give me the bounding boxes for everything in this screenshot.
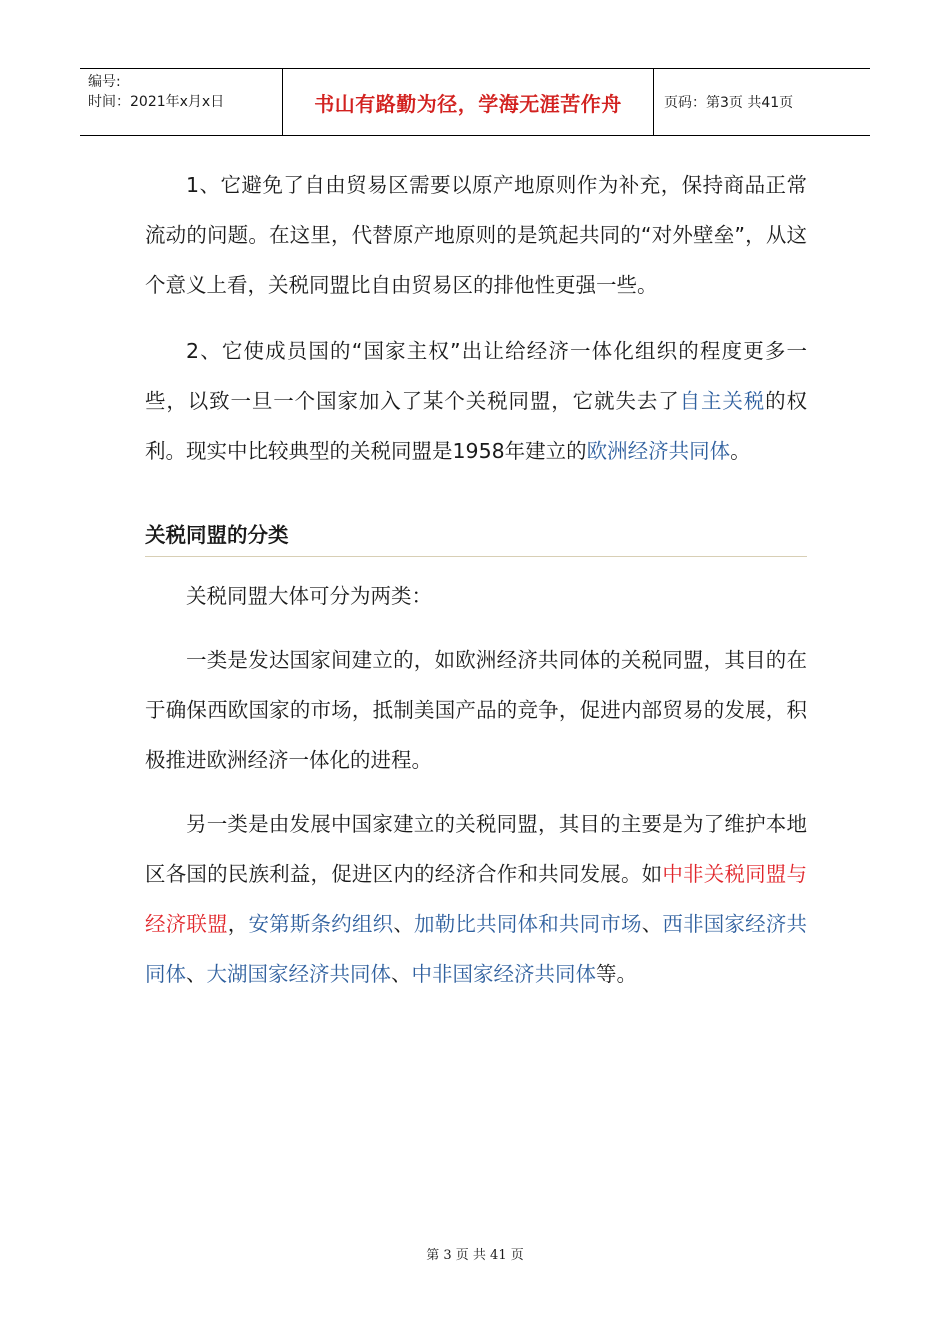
separator: 、 — [393, 912, 415, 936]
motto-text: 书山有路勤为径，学海无涯苦作舟 — [314, 91, 622, 116]
link-cepgl[interactable]: 大湖国家经济共同体 — [206, 962, 391, 986]
paragraph-2-text-c: 。 — [730, 439, 751, 463]
separator: 、 — [391, 962, 412, 986]
link-caricom[interactable]: 加勒比共同体和共同市场 — [414, 912, 642, 936]
paragraph-1: 1、它避免了自由贸易区需要以原产地原则作为补充，保持商品正常流动的问题。在这里，代替原产地原则的是筑起共同的“对外壁垒”，从这个意义上看，关税同盟比自由贸易区的排他性更强一些。 — [145, 173, 807, 297]
header-motto-cell — [282, 69, 654, 135]
document-header-table — [80, 68, 870, 136]
red-text-central-africa-union: 中非关税同盟与经济联盟 — [145, 862, 808, 936]
link-eccas[interactable]: 中非国家经济共同体 — [411, 962, 596, 986]
paragraph-5-end: 等。 — [596, 962, 637, 986]
link-eec[interactable]: 欧洲经济共同体 — [586, 439, 731, 463]
paragraph-5-text-a: 另一类是由发展中国家建立的关税同盟，其目的主要是为了维护本地区各国的民族利益，促进区内的经济合作和共同发展。如 — [145, 812, 807, 886]
page-footer — [0, 1244, 950, 1263]
separator: 、 — [186, 962, 207, 986]
section-divider — [145, 556, 807, 557]
document-body — [145, 160, 807, 999]
time-label: 时间：2021年x月x日 — [88, 94, 225, 110]
serial-number-label: 编号: — [88, 74, 121, 90]
separator: ， — [227, 912, 249, 936]
link-andean-pact[interactable]: 安第斯条约组织 — [248, 912, 394, 936]
page-info: 页码：第3页 共41页 — [664, 95, 794, 111]
link-ecowas[interactable]: 西非国家经济共同体 — [145, 912, 808, 986]
header-page-cell — [654, 69, 870, 135]
paragraph-2-text-a: 2、它使成员国的“国家主权”出让给经济一体化组织的程度更多一些，以致一旦一个国家加入了某个关税同盟，它就失去了 — [145, 339, 807, 413]
paragraph-5 — [145, 799, 807, 999]
header-meta-cell — [80, 69, 282, 135]
paragraph-2 — [145, 326, 807, 476]
section-heading: 关税同盟的分类 — [145, 523, 289, 547]
footer-page-number: 第 3 页 共 41 页 — [426, 1248, 524, 1263]
separator: 、 — [641, 912, 663, 936]
paragraph-3: 关税同盟大体可分为两类： — [186, 584, 432, 608]
paragraph-2-text-b: 的权利。现实中比较典型的关税同盟是1958年建立的 — [145, 389, 808, 463]
paragraph-4: 一类是发达国家间建立的，如欧洲经济共同体的关税同盟，其目的在于确保西欧国家的市场，抵制美国产品的竞争，促进内部贸易的发展，积极推进欧洲经济一体化的进程。 — [145, 648, 807, 772]
link-zizhu-guanshui[interactable]: 自主关税 — [679, 389, 766, 413]
